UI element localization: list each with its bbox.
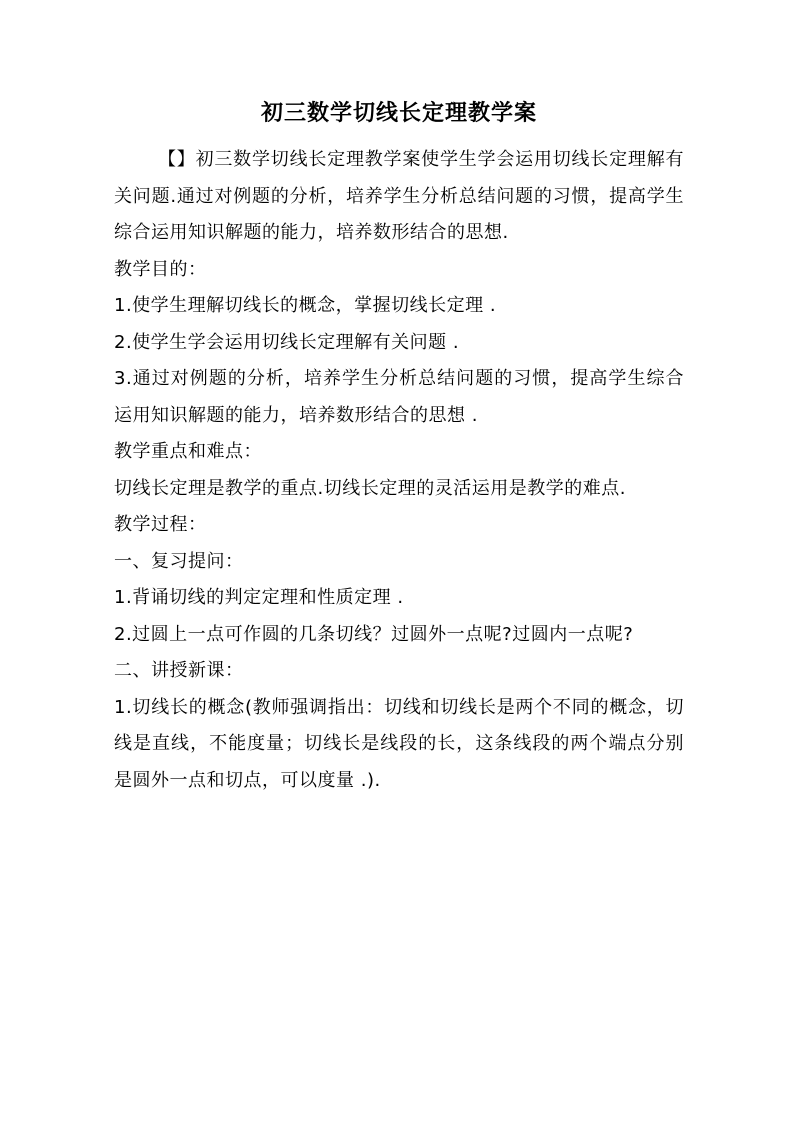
review-item-1: 1.背诵切线的判定定理和性质定理 . (114, 587, 404, 608)
section-heading-key-points: 教学重点和难点： (114, 441, 262, 462)
subsection-heading-review: 一、复习提问： (114, 550, 244, 572)
new-lesson-item-1: 1.切线长的概念(教师强调指出：切线和切线长是两个不同的概念，切线是直线，不能度量；切线长是线段的长，这条线段的两个端点分别是圆外一点和切点，可以度量 .). (114, 696, 684, 791)
intro-paragraph: 【】初三数学切线长定理教学案使学生学会运用切线长定理解有关问题.通过对例题的分析，培养学生分析总结问题的习惯，提高学生综合运用知识解题的能力，培养数形结合的思想. (114, 149, 684, 243)
objective-item-1: 1.使学生理解切线长的概念，掌握切线长定理 . (114, 295, 497, 316)
subsection-heading-new-lesson: 二、讲授新课： (114, 660, 244, 681)
document-title: 初三数学切线长定理教学案 (260, 100, 537, 126)
key-points-paragraph: 切线长定理是教学的重点.切线长定理的灵活运用是教学的难点. (114, 477, 626, 499)
section-heading-process: 教学过程： (114, 514, 207, 535)
review-item-2: 2.过圆上一点可作圆的几条切线？过圆外一点呢?过圆内一点呢? (114, 623, 634, 645)
section-heading-objectives: 教学目的： (114, 258, 207, 280)
objective-item-2: 2.使学生学会运用切线长定理解有关问题 . (114, 331, 460, 353)
objective-item-3: 3.通过对例题的分析，培养学生分析总结问题的习惯，提高学生综合运用知识解题的能力，培养数形结合的思想 . (114, 368, 684, 426)
